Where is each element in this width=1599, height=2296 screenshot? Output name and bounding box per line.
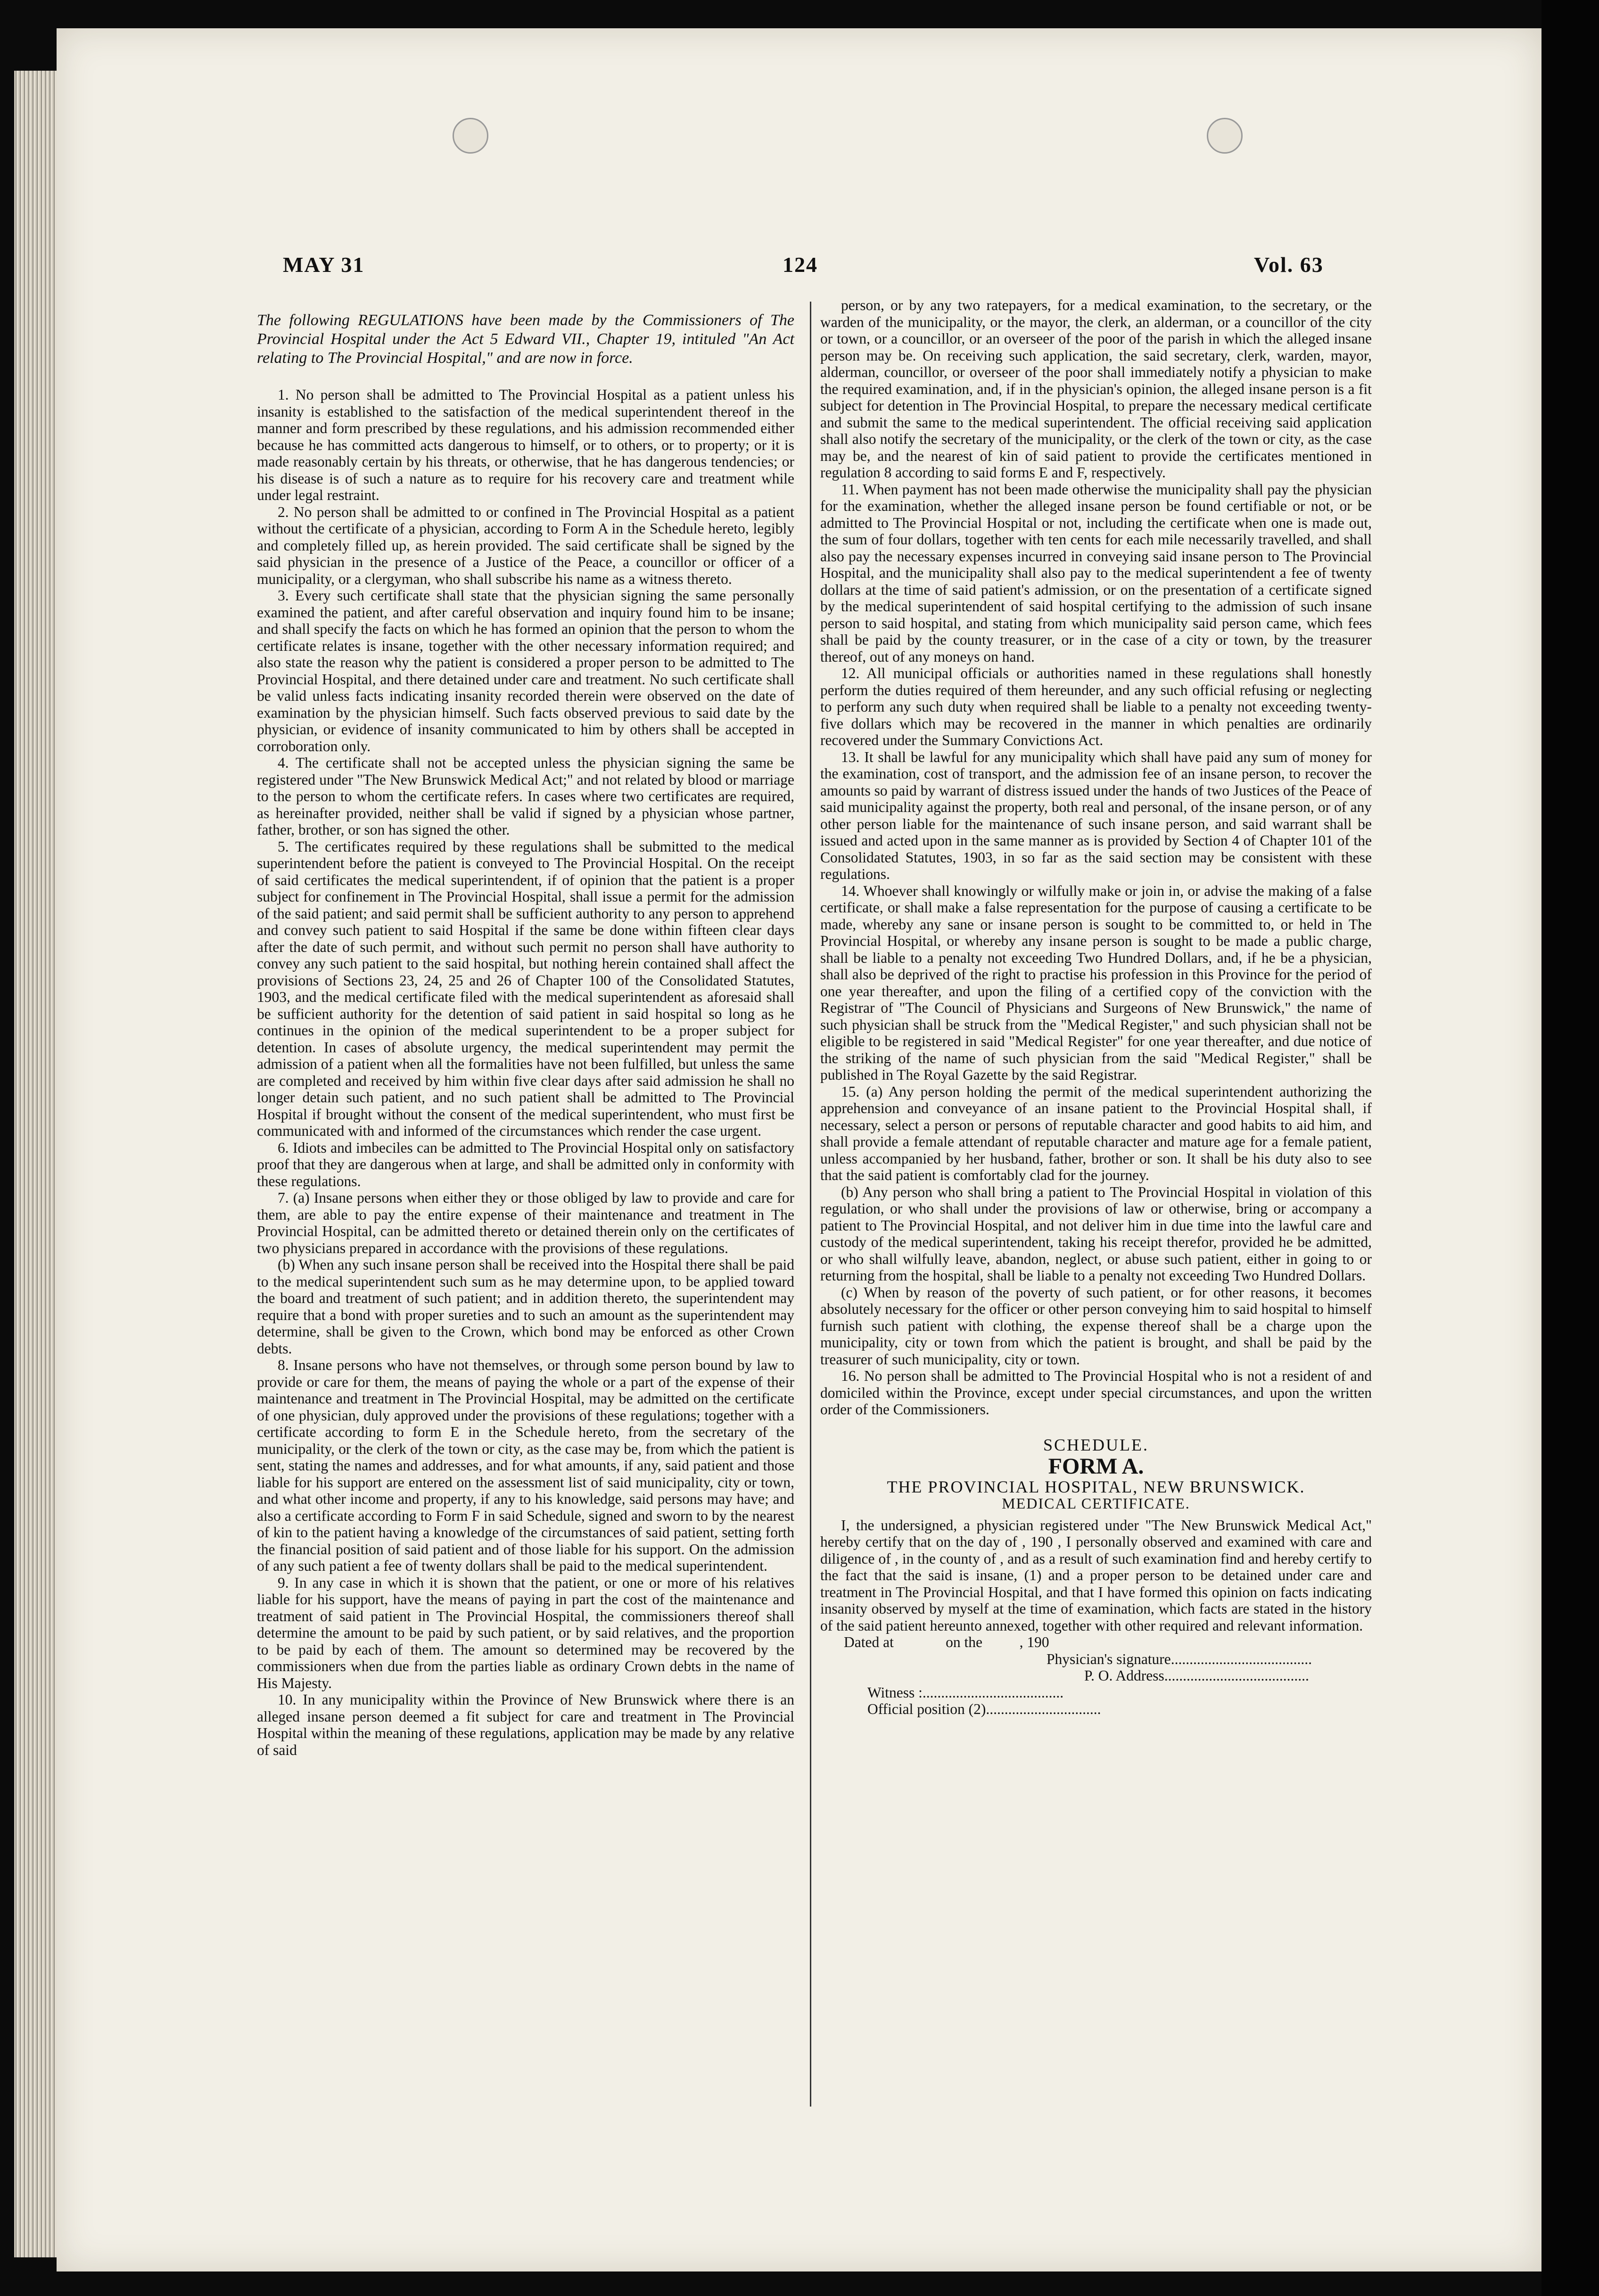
regulation-paragraph: 3. Every such certificate shall state that the physician signing the same personally examined the patient, and after careful observation and inquiry found him to be insane; and shall specify the facts on which he has formed an opinion that the person to whom the certificate relates is insane, together with the other necessary information required; and also state the reason why the patient is considered a proper person to be admitted to The Provincial Hospital, and there detained under care and treatment. No such certificate shall be valid unless facts indicating insanity recorded therein were observed on the date of examination by the physician himself. Such facts observed previous to said date by the physician, or evidence of insanity communicated to him by others shall be accepted in corroboration only.	[257, 587, 794, 754]
header-volume: Vol. 63	[1254, 253, 1324, 277]
form-title: FORM A.	[1048, 1454, 1144, 1479]
regulation-paragraph: 2. No person shall be admitted to or confined in The Provincial Hospital as a patient without the certificate of a physician, according to Form A in the Schedule hereto, legibly and completely filled up, as herein provided. The said certificate shall be signed by the said physician in the presence of a Justice of the Peace, a councillor or officer of a municipality, or a clergyman, who shall subscribe his name as a witness thereto.	[257, 503, 794, 587]
left-column	[257, 311, 794, 1758]
regulation-paragraph: 6. Idiots and imbeciles can be admitted to The Provincial Hospital only on satisfactory proof that they are dangerous when at large, and shall be admitted only in conformity with these regulations.	[257, 1139, 794, 1189]
regulation-paragraph: 10. In any municipality within the Province of New Brunswick where there is an alleged insane person deemed a fit subject for care and treatment in The Provincial Hospital within the meaning of these regulations, application may be made by any relative of said	[257, 1691, 794, 1758]
regulation-paragraph: 11. When payment has not been made otherwise the municipality shall pay the physician for the examination, whether the alleged insane person be found certifiable or not, or be admitted to The Provincial Hospital or not, including the certificate when one is made out, the sum of four dollars, together with ten cents for each mile necessarily travelled, and shall also pay the necessary expenses incurred in conveying said insane person to The Provincial Hospital, and the municipality shall also pay to the medical superintendent a fee of twenty dollars at the time of said patient's admission, or on the presentation of a certificate signed by the medical superintendent of said hospital certifying to the admission of such insane person to said hospital, and stating from which municipality said person came, which fees shall be paid by the county treasurer, or in the case of a city or town, by the treasurer thereof, out of any moneys on hand.	[820, 481, 1372, 665]
header-date: MAY 31	[283, 253, 365, 277]
regulation-paragraph: person, or by any two ratepayers, for a medical examination, to the secretary, or the warden of the municipality, or the mayor, the clerk, an alderman, or a councillor of the city or town, or a councillor, or an overseer of the poor of the parish in which the alleged insane person may be. On receiving such application, the said secretary, clerk, warden, mayor, alderman, councillor, or overseer of the poor shall immediately notify a physician to make the required examination, and, if in the physician's opinion, the alleged insane person is a fit subject for detention in The Provincial Hospital, to prepare the necessary medical certificate and submit the same to the medical superintendent. The official receiving said application shall also notify the secretary of the municipality, or the clerk of the town or city, as the case may be, and the nearest of kin of said patient to provide the certificates mentioned in regulation 8 according to said forms E and F, respectively.	[820, 297, 1372, 481]
certificate-body: I, the undersigned, a physician registered under "The New Brunswick Medical Act," hereby certify that on the day of , 190 , I personally observed and examined with care and diligence of , in the county of , and as a result of such examination find and hereby certify to the fact that the said is insane, (1) and a proper person to be detained under care and treatment in The Provincial Hospital, and that I have formed this opinion on facts indicating insanity observed by myself at the time of examination, which facts are stated in the history of the said patient hereunto annexed, together with other required and relevant information.	[820, 1517, 1372, 1634]
intro-paragraph: The following REGULATIONS have been made by the Commissioners of The Provincial Hospital under the Act 5 Edward VII., Chapter 19, intituled "An Act relating to The Provincial Hospital," and are now in force.	[257, 312, 794, 367]
witness-line: Witness :......................................	[867, 1684, 1064, 1701]
regulation-paragraph: (c) When by reason of the poverty of such patient, or for other reasons, it becomes absolutely necessary for the officer or other person conveying him to said hospital to himself furnish such patient with clothing, the expense thereof shall be a charge upon the municipality, city or town from which the patient is brought, and shall be paid by the treasurer of such municipality, city or town.	[820, 1284, 1372, 1368]
dated-line: Dated at on the , 190	[844, 1634, 1049, 1650]
regulation-paragraph: 15. (a) Any person holding the permit of the medical superintendent authorizing the apprehension and conveyance of an insane patient to the Provincial Hospital shall, if necessary, select a person or persons of reputable character and good habits to aid him, and shall provide a female attendant of reputable character and mature age for a female patient, unless accompanied by her husband, father, brother or son. It shall be his duty also to see that the said patient is comfortably clad for the journey.	[820, 1083, 1372, 1183]
page-stack-edge	[14, 71, 59, 2257]
signature-line: Physician's signature......................................	[1047, 1650, 1312, 1667]
header-page-number: 124	[783, 253, 818, 277]
regulation-paragraph: 5. The certificates required by these regulations shall be submitted to the medical superintendent before the patient is conveyed to The Provincial Hospital. On the receipt of said certificates the medical superintendent, if of opinion that the patient is a proper subject for confinement in The Provincial Hospital, shall issue a permit for the admission of the said patient; and said permit shall be sufficient authority to any person to apprehend and convey such patient to said Hospital if the same be done within fifteen clear days after the date of such permit, and without such permit no person shall have authority to convey any such patient to the said hospital, but nothing herein contained shall affect the provisions of Sections 23, 24, 25 and 26 of Chapter 100 of the Consolidated Statutes, 1903, and the medical certificate filed with the medical superintendent as aforesaid shall be sufficient authority for the detention of said patient in said hospital so long as he continues in the opinion of the medical superintendent to be a proper subject for detention. In cases of absolute urgency, the medical superintendent may permit the admission of a patient when all the formalities have not been fulfilled, but unless the same are completed and received by him within five clear days after said admission he shall no longer detain such patient, and no such patient shall be admitted to The Provincial Hospital if brought without the consent of the medical superintendent, who must first be communicated with and informed of the circumstances which render the case urgent.	[257, 838, 794, 1139]
regulation-paragraph: 13. It shall be lawful for any municipality which shall have paid any sum of money for the examination, cost of transport, and the admission fee of an insane person, to recover the amounts so paid by warrant of distress issued under the hands of two Justices of the Peace of said municipality against the property, both real and personal, of the insane person, or of any other person liable for the maintenance of such insane person, and said warrant shall be issued and acted upon in the same manner as is provided by Section 4 of Chapter 101 of the Consolidated Statutes, 1903, in so far as the said section may be consistent with these regulations.	[820, 748, 1372, 882]
regulation-paragraph: (b) Any person who shall bring a patient to The Provincial Hospital in violation of this regulation, or who shall under the provisions of law or otherwise, bring or accompany a patient to The Provincial Hospital, and not deliver him in due time into the lawful care and custody of the medical superintendent, taking his receipt therefor, provided he be admitted, or who shall wilfully leave, abandon, neglect, or abuse such patient, either in going to or returning from the hospital, shall be liable to a penalty not exceeding Two Hundred Dollars.	[820, 1183, 1372, 1284]
hospital-heading: THE PROVINCIAL HOSPITAL, NEW BRUNSWICK.	[887, 1477, 1305, 1496]
certificate-title: MEDICAL CERTIFICATE.	[1002, 1495, 1190, 1512]
regulation-paragraph: 9. In any case in which it is shown that the patient, or one or more of his relatives liable for his support, have the means of paying in part the cost of the maintenance and treatment of said patient in The Provincial Hospital, the commissioners thereof shall determine the amount to be paid by such patient, or by said relatives, and the proportion to be paid by each of them. The amount so determined may be recovered by the commissioners when due from the parties liable as ordinary Crown debts in the name of His Majesty.	[257, 1574, 794, 1691]
regulation-paragraph: 4. The certificate shall not be accepted unless the physician signing the same be registered under "The New Brunswick Medical Act;" and not related by blood or marriage to the person to whom the certificate refers. In cases where two certificates are required, as hereinafter provided, neither shall be valid if signed by a physician whose partner, father, brother, or son has signed the other.	[257, 754, 794, 838]
regulation-paragraph: (b) When any such insane person shall be received into the Hospital there shall be paid to the medical superintendent such sum as he may determine upon, to be applied toward the board and treatment of such patient; and in addition thereto, the superintendent may require that a bond with proper sureties and to such an amount as the superintendent may determine, shall be given to the Crown, which bond may be enforced as other Crown debts.	[257, 1256, 794, 1357]
regulation-paragraph: 16. No person shall be admitted to The Provincial Hospital who is not a resident of and domiciled within the Province, except under special circumstances, and upon the written order of the Commissioners.	[820, 1368, 1372, 1418]
regulation-paragraph: 8. Insane persons who have not themselves, or through some person bound by law to provide or care for them, the means of paying the whole or a part of the expense of their maintenance and treatment in The Provincial Hospital, may be admitted on the certificate of one physician, duly approved under the provisions of these regulations; together with a certificate according to form E in the Schedule hereto, from the secretary of the municipality, or the clerk of the town or city, as the case may be, from which the patient is sent, stating the names and addresses, and for what amounts, if any, said patient and those liable for his support are entered on the assessment list of said municipality, city or town, and what other income and property, if any to his knowledge, said persons may have; and also a certificate according to Form F in said Schedule, signed and sworn to by the nearest of kin to the patient having a knowledge of the circumstances of said patient, setting forth the financial position of said patient and of those liable for his support. On the admission of any such patient a fee of twenty dollars shall be paid to the medical superintendent.	[257, 1357, 794, 1574]
address-line: P. O. Address.......................................	[1084, 1667, 1309, 1684]
right-column	[820, 297, 1372, 1718]
column-rule	[810, 302, 811, 2107]
scan-border	[1541, 0, 1599, 2296]
regulation-paragraph: 12. All municipal officials or authorities named in these regulations shall honestly perform the duties required of them hereunder, and any such official refusing or neglecting to perform any such duty when required shall be liable to a penalty not exceeding twenty-five dollars which may be recovered in the manner in which penalties are ordinarily recovered under the Summary Convictions Act.	[820, 665, 1372, 748]
regulation-paragraph: 1. No person shall be admitted to The Provincial Hospital as a patient unless his insanity is established to the satisfaction of the medical superintendent thereof in the manner and form prescribed by these regulations, and his admission recommended either because he has committed acts dangerous to himself, or to others, or to property; or it is made reasonably certain by his threats, or otherwise, that he has dangerous tendencies; or his disease is of such a nature as to require for his recovery care and treatment while under legal restraint.	[257, 386, 794, 503]
regulation-paragraph: 7. (a) Insane persons when either they or those obliged by law to provide and care for them, are able to pay the entire expense of their maintenance and treatment in The Provincial Hospital, can be admitted thereto or detained therein only on the certificates of two physicians prepared in accordance with the provisions of these regulations.	[257, 1189, 794, 1256]
official-position-line: Official position (2)...............................	[867, 1701, 1101, 1717]
schedule-heading: SCHEDULE.	[1043, 1435, 1149, 1454]
binding-hole	[1207, 118, 1243, 154]
binding-hole	[453, 118, 488, 154]
regulation-paragraph: 14. Whoever shall knowingly or wilfully make or join in, or advise the making of a false certificate, or shall make a false representation for the purpose of causing a certificate to be made, whereby any sane or insane person is sought to be committed to, or held in The Provincial Hospital, or whereby any insane person is sought to be made a public charge, shall be liable to a penalty not exceeding Two Hundred Dollars, and, if he be a physician, shall also be deprived of the right to practise his profession in this Province for the period of one year thereafter, and upon the filing of a certified copy of the conviction with the Registrar of "The Council of Physicians and Surgeons of New Brunswick," the name of such physician shall be struck from the "Medical Register," and such physician shall not be eligible to be registered in said "Medical Register" for one year thereafter, and due notice of the striking of the name of such physician from the said "Medical Register," shall be published in The Royal Gazette by the said Registrar.	[820, 882, 1372, 1083]
